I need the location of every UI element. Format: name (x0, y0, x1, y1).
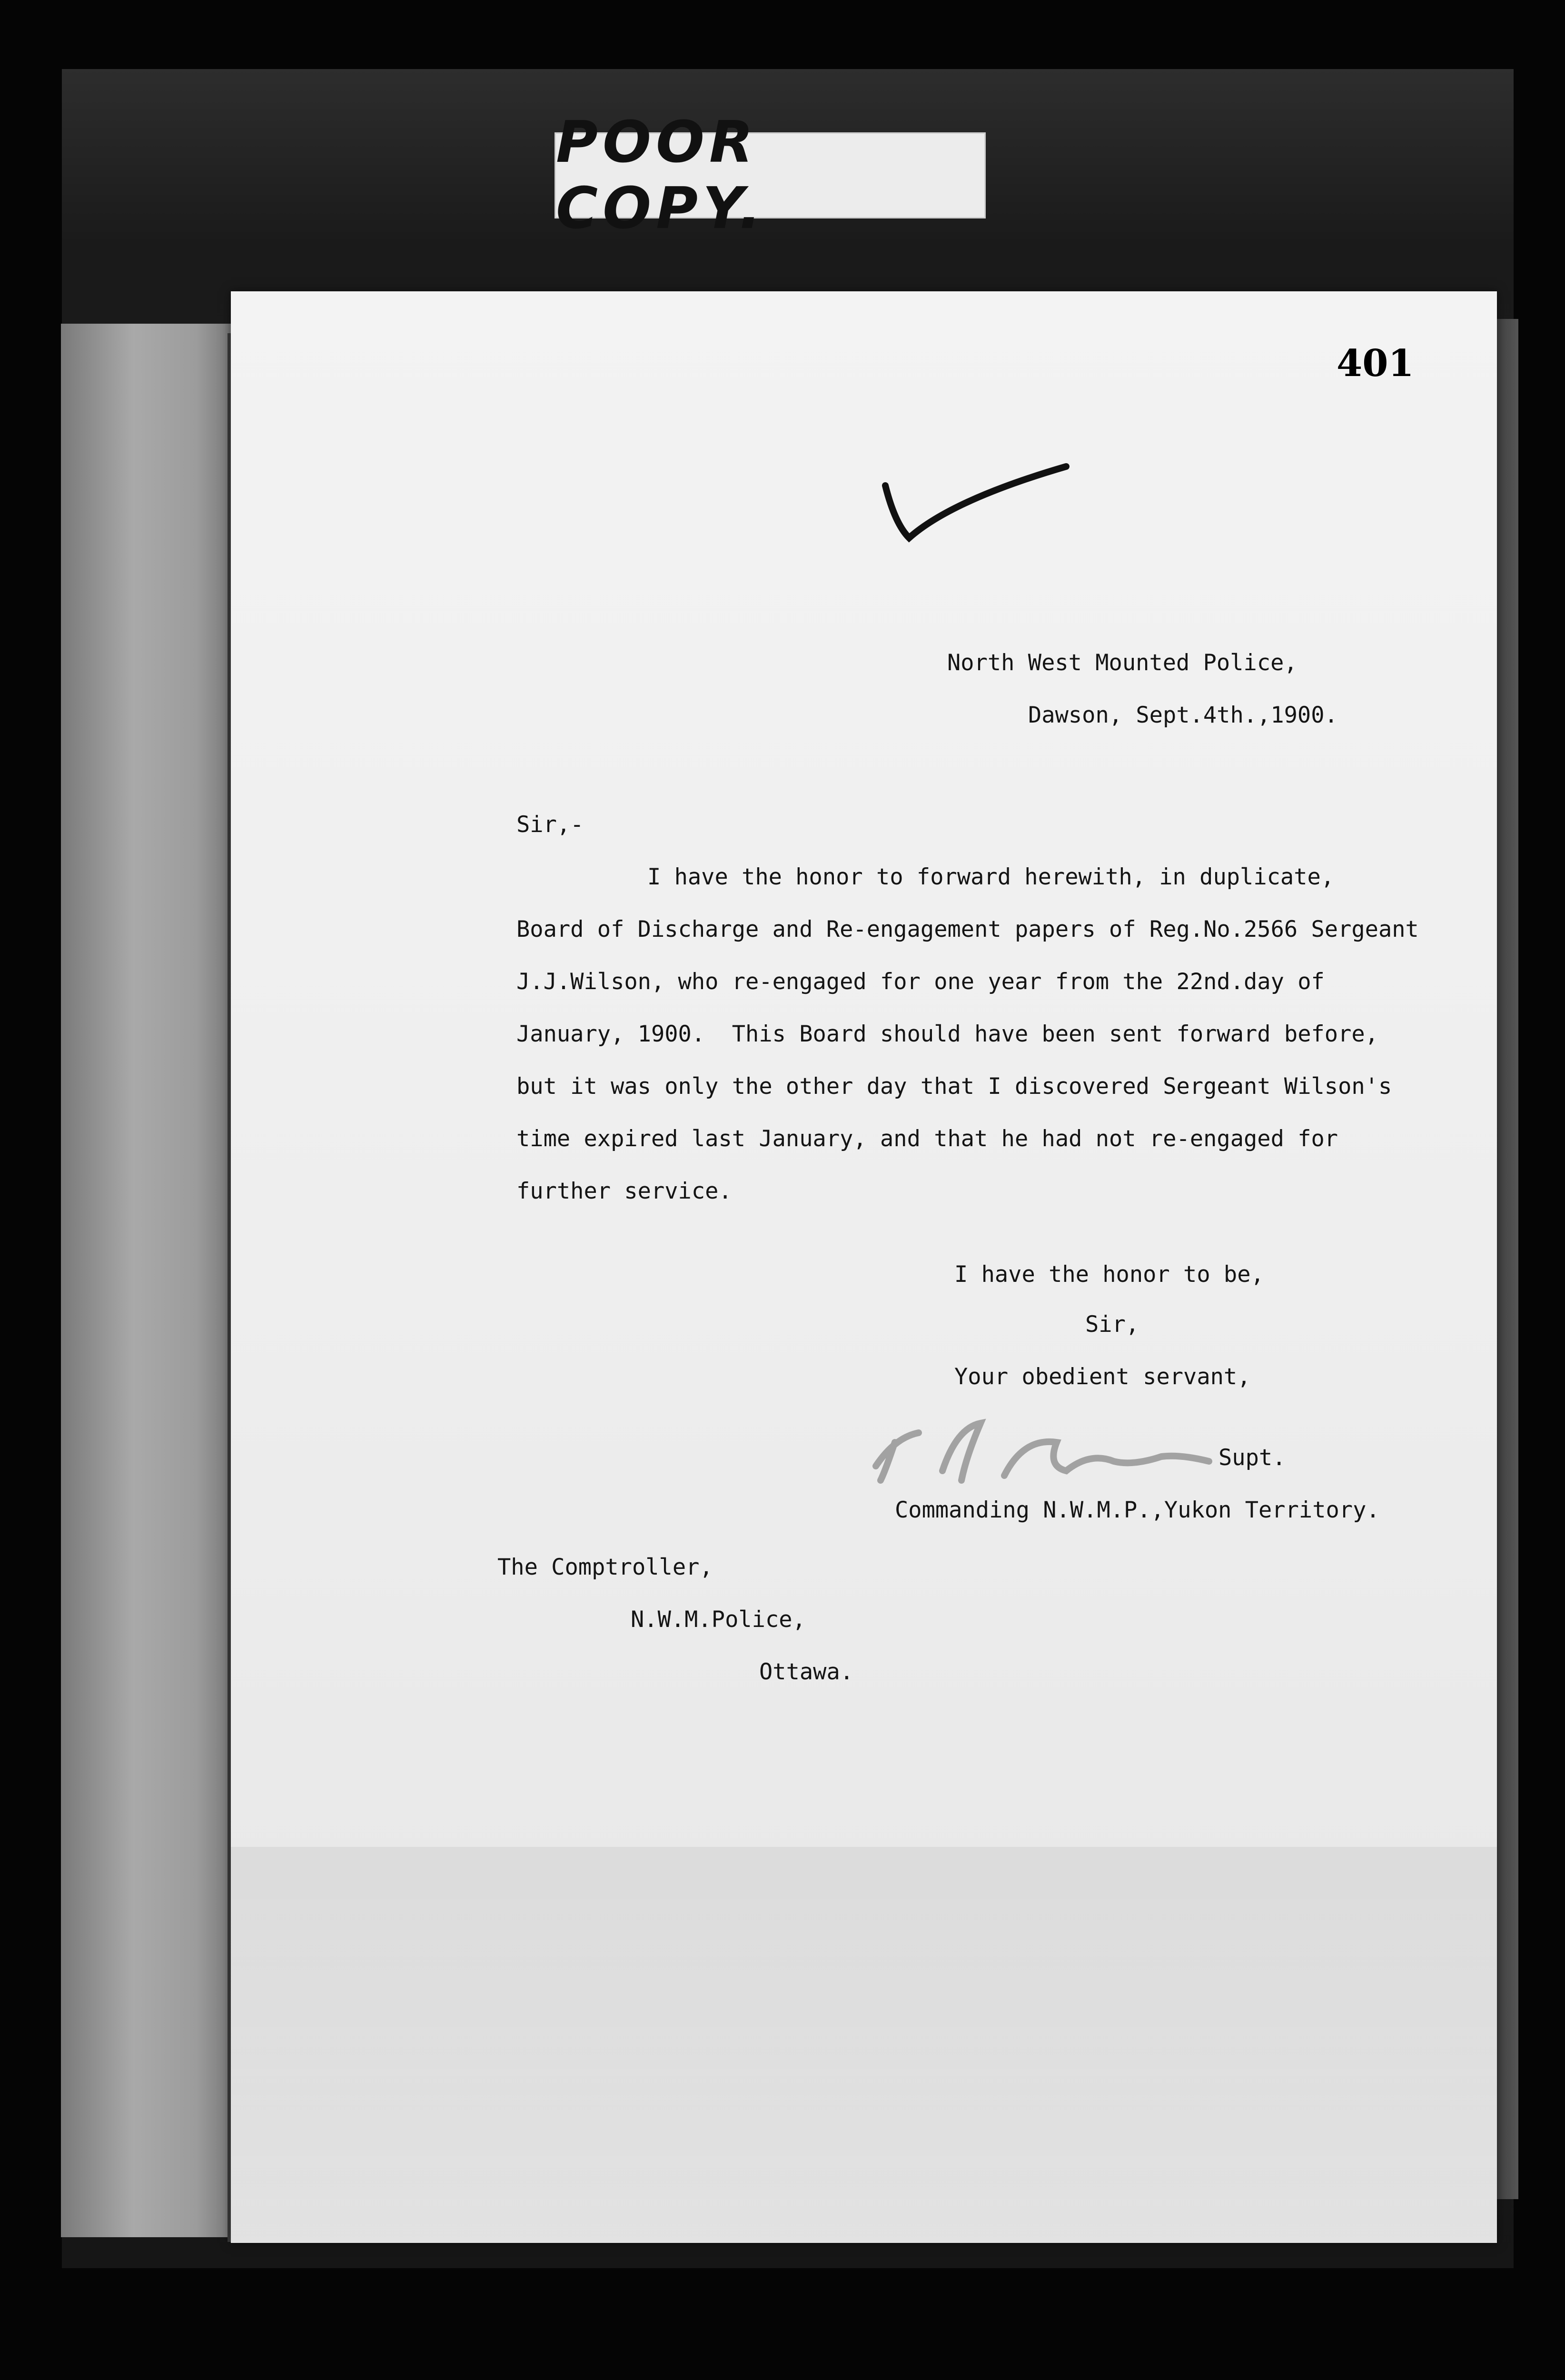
body-line: January, 1900. This Board should have been sent forward before, (516, 1021, 1378, 1047)
salutation: Sir,- (516, 812, 584, 838)
handwritten-signature (866, 1409, 1218, 1495)
ledger-spine-left (61, 324, 242, 2237)
poor-copy-text: POOR COPY. (556, 109, 766, 242)
closing-line: I have the honor to be, (954, 1261, 1264, 1288)
recipient-line: The Comptroller, (497, 1554, 713, 1580)
body-line: time expired last January, and that he had not re-engaged for (516, 1126, 1338, 1152)
poor-copy-stamp (555, 109, 986, 242)
letterhead-date: Dawson, Sept.4th.,1900. (1028, 702, 1338, 728)
recipient-line: Ottawa. (759, 1659, 854, 1685)
signature-title: Supt. (1218, 1445, 1286, 1471)
body-line: further service. (516, 1178, 732, 1204)
letterhead-org: North West Mounted Police, (947, 650, 1298, 676)
page-fold-shade (231, 1847, 1497, 2242)
closing-line: Sir, (1085, 1311, 1139, 1338)
body-line: Board of Discharge and Re-engagement papers of Reg.No.2566 Sergeant (516, 916, 1419, 942)
body-line: but it was only the other day that I discovered Sergeant Wilson's (516, 1073, 1392, 1100)
checkmark-icon (876, 457, 1076, 552)
body-line: I have the honor to forward herewith, in duplicate, (647, 864, 1335, 890)
closing-line: Your obedient servant, (954, 1364, 1251, 1390)
folio-number: 401 (1337, 342, 1414, 385)
body-line: J.J.Wilson, who re-engaged for one year from the 22nd.day of (516, 969, 1325, 995)
recipient-line: N.W.M.Police, (631, 1606, 806, 1633)
signature-role: Commanding N.W.M.P.,Yukon Territory. (895, 1497, 1380, 1523)
